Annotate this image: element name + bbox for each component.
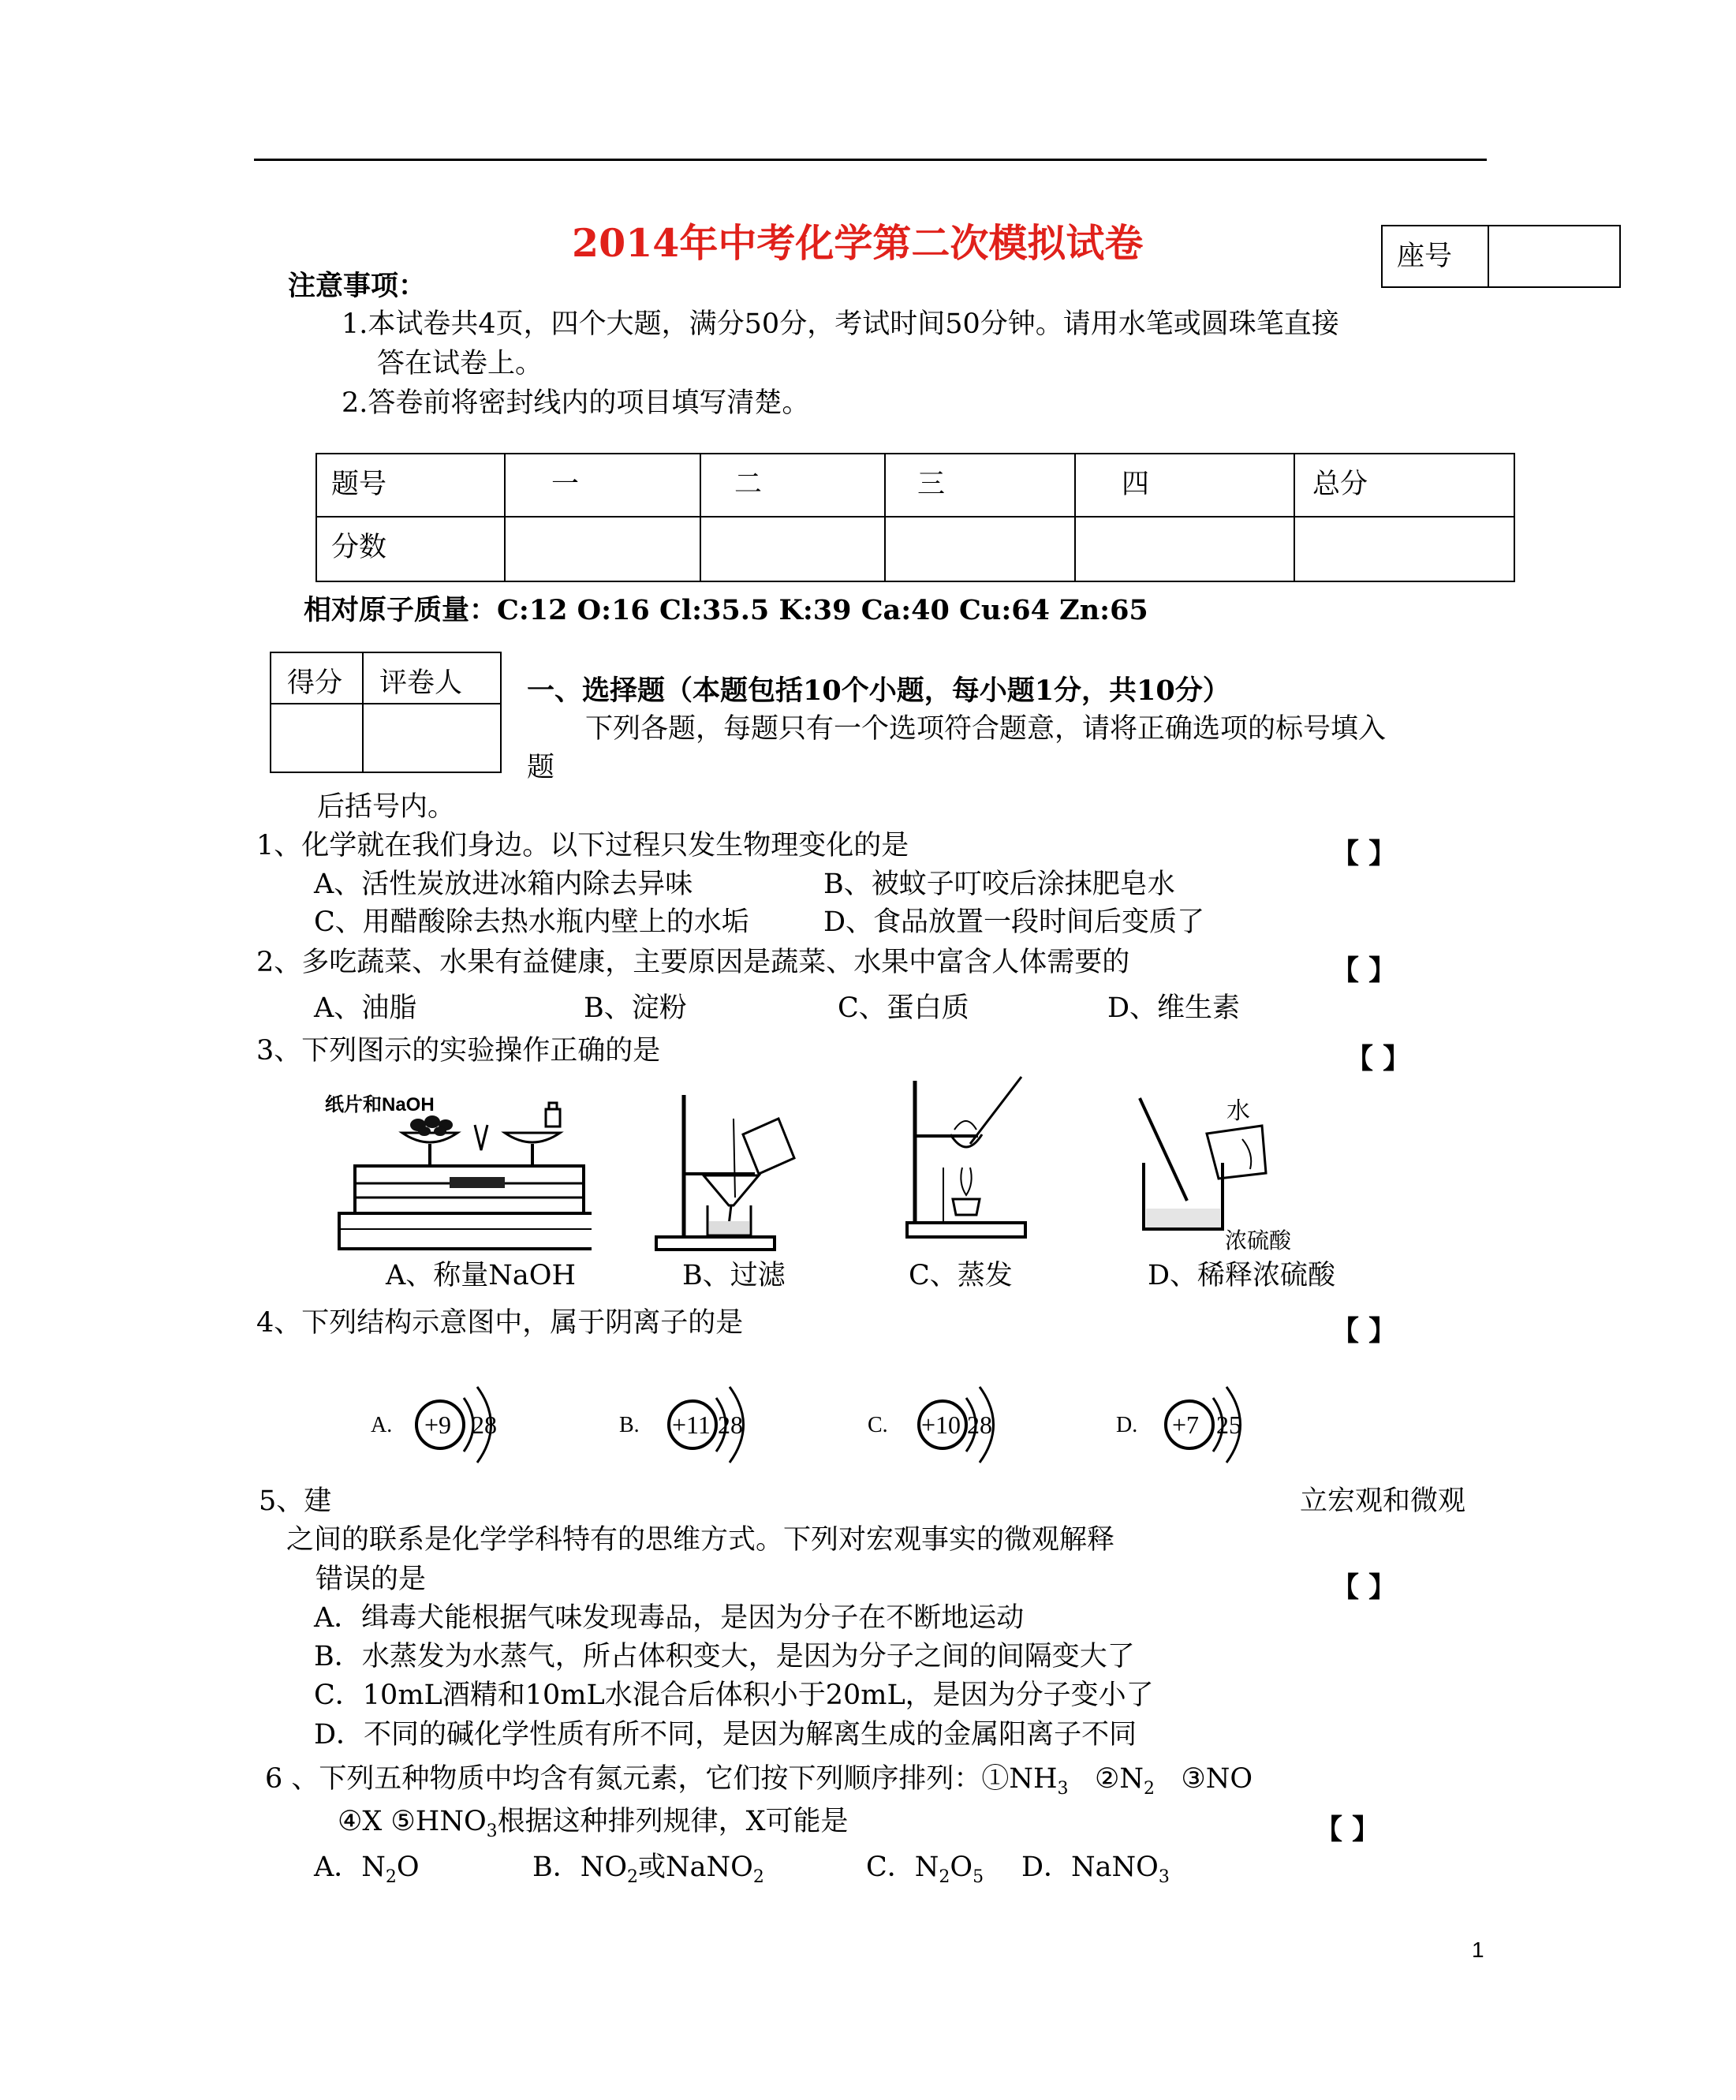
score-cell[interactable] <box>505 517 700 581</box>
q1-answer-bracket[interactable]: 【 】 <box>1331 838 1397 870</box>
q6-option-b: B．$NO_2$或NaNO$_2$ <box>532 1852 764 1887</box>
q2-stem: 2、多吃蔬菜、水果有益健康，主要原因是蔬菜、水果中富含人体需要的 <box>256 947 1130 978</box>
notes-item-1-cont: 答在试卷上。 <box>377 348 543 379</box>
q2-answer-bracket[interactable]: 【 】 <box>1331 955 1397 987</box>
grader-score-field[interactable] <box>271 704 363 772</box>
section1-instruction: 下列各题，每题只有一个选项符合题意，请将正确选项的标号填入 <box>585 713 1387 745</box>
q5-stem-right: 立宏观和微观 <box>1300 1485 1466 1517</box>
structure-letter: D. <box>1116 1413 1138 1437</box>
grader-name-field[interactable] <box>363 704 501 772</box>
seat-label: 座号 <box>1397 241 1453 272</box>
notes-item-1: 1.本试卷共4页，四个大题，满分50分，考试时间50分钟。请用水笔或圆珠笔直接 <box>342 308 1339 340</box>
nucleus-charge: +7 <box>1172 1411 1200 1439</box>
atomic-masses: 相对原子质量：C:12 O:16 Cl:35.5 K:39 Ca:40 Cu:64 Zn:65 <box>304 594 1148 626</box>
structure-option-a <box>371 1387 497 1463</box>
q5-option-b: B．水蒸发为水蒸气，所占体积变大，是因为分子之间的间隔变大了 <box>314 1641 1135 1672</box>
q4-stem: 4、下列结构示意图中，属于阴离子的是 <box>256 1307 744 1339</box>
score-header: 四 <box>1122 469 1150 500</box>
page-number: 1 <box>1472 1937 1484 1962</box>
q3-option-d: D、稀释浓硫酸 <box>1148 1260 1336 1291</box>
score-cell[interactable] <box>700 517 885 581</box>
structure-option-b <box>619 1387 744 1463</box>
filtration-figure <box>640 1087 814 1261</box>
structure-letter: A. <box>371 1413 393 1437</box>
q1-option-c: C、用醋酸除去热水瓶内壁上的水垢 <box>314 906 749 938</box>
q1-option-d: D、食品放置一段时间后变质了 <box>823 906 1205 938</box>
score-cell[interactable] <box>1075 517 1294 581</box>
q6-answer-bracket[interactable]: 【 】 <box>1315 1814 1380 1846</box>
grader-name-label: 评卷人 <box>379 667 463 699</box>
q5-stem-line3: 错误的是 <box>315 1564 427 1595</box>
electron-config: 28 <box>718 1411 743 1439</box>
nucleus-charge: +11 <box>672 1411 711 1439</box>
structure-option-d <box>1116 1387 1241 1463</box>
page-title: 2014年中考化学第二次模拟试卷 <box>572 220 1144 266</box>
balance-figure <box>323 1087 592 1261</box>
structure-letter: B. <box>619 1413 640 1437</box>
q6-option-c: C．$N_2O_5$ <box>866 1852 984 1887</box>
score-cell[interactable] <box>885 517 1075 581</box>
naoh-label: 纸片和NaOH <box>325 1094 435 1115</box>
section1-instruction-cont: 后括号内。 <box>317 791 456 823</box>
electron-config: 28 <box>967 1411 992 1439</box>
q6-option-a: A．$N_2O$ <box>314 1852 420 1887</box>
q2-option-b: B、淀粉 <box>584 992 687 1024</box>
notes-item-2: 2.答卷前将密封线内的项目填写清楚。 <box>342 387 810 419</box>
structure-option-c <box>868 1387 994 1463</box>
evaporation-figure <box>883 1073 1041 1246</box>
score-header: 总分 <box>1312 469 1368 500</box>
structure-letter: C. <box>868 1413 888 1437</box>
header-rule <box>254 159 1487 161</box>
score-row-label: 分数 <box>331 532 387 563</box>
q1-option-a: A、活性炭放进冰箱内除去异味 <box>314 869 693 900</box>
q6-stem-line2: ④X $⑤HNO_3$根据这种排列规律，X可能是 <box>338 1806 849 1841</box>
q1-option-b: B、被蚊子叮咬后涂抹肥皂水 <box>823 869 1175 900</box>
q5-stem-line2: 之间的联系是化学学科特有的思维方式。下列对宏观事实的微观解释 <box>286 1524 1115 1556</box>
q6-stem: 6 、下列五种物质中均含有氮元素，它们按下列顺序排列：$①NH_3$ $②N_2$ ③NO <box>265 1763 1253 1799</box>
water-label: 水 <box>1226 1097 1250 1125</box>
seat-number-box <box>1381 225 1621 288</box>
q2-option-d: D、维生素 <box>1107 992 1241 1024</box>
q5-answer-bracket[interactable]: 【 】 <box>1331 1571 1397 1604</box>
section1-heading: 一、选择题（本题包括10个小题，每小题1分，共10分） <box>527 674 1230 707</box>
q6-option-d: D．NaNO$_3$ <box>1021 1852 1170 1887</box>
q3-stem: 3、下列图示的实验操作正确的是 <box>256 1035 661 1067</box>
q5-option-c: C．10mL酒精和10mL水混合后体积小于20mL，是因为分子变小了 <box>314 1680 1154 1711</box>
electron-config: 28 <box>472 1411 497 1439</box>
score-header: 题号 <box>331 469 387 500</box>
q2-option-c: C、蛋白质 <box>838 992 969 1024</box>
atomic-structure-diagrams <box>363 1373 1278 1467</box>
q5-option-a: A．缉毒犬能根据气味发现毒品，是因为分子在不断地运动 <box>314 1602 1025 1634</box>
section1-instruction-char: 题 <box>527 752 555 783</box>
seat-value-field[interactable] <box>1488 226 1620 287</box>
q4-answer-bracket[interactable]: 【 】 <box>1331 1315 1397 1347</box>
q3-option-b: B、过滤 <box>682 1260 786 1291</box>
score-table <box>315 453 1515 582</box>
grader-box <box>270 652 502 773</box>
q3-option-c: C、蒸发 <box>909 1260 1013 1291</box>
score-header: 二 <box>734 469 763 500</box>
q5-stem: 5、建 <box>259 1485 332 1517</box>
nucleus-charge: +10 <box>921 1411 961 1439</box>
score-header: 一 <box>551 469 580 500</box>
q3-option-a: A、称量NaOH <box>386 1260 576 1291</box>
dilution-figure <box>1124 1090 1329 1264</box>
q5-option-d: D．不同的碱化学性质有所不同，是因为解离生成的金属阳离子不同 <box>314 1719 1137 1751</box>
q3-answer-bracket[interactable]: 【 】 <box>1346 1043 1411 1075</box>
acid-label: 浓硫酸 <box>1225 1227 1292 1254</box>
notes-heading: 注意事项： <box>288 270 427 302</box>
score-cell[interactable] <box>1294 517 1514 581</box>
score-header: 三 <box>917 469 946 500</box>
nucleus-charge: +9 <box>424 1411 452 1439</box>
q2-option-a: A、油脂 <box>314 992 417 1024</box>
grader-score-label: 得分 <box>287 667 343 699</box>
q1-stem: 1、化学就在我们身边。以下过程只发生物理变化的是 <box>256 830 909 861</box>
electron-config: 25 <box>1216 1411 1241 1439</box>
